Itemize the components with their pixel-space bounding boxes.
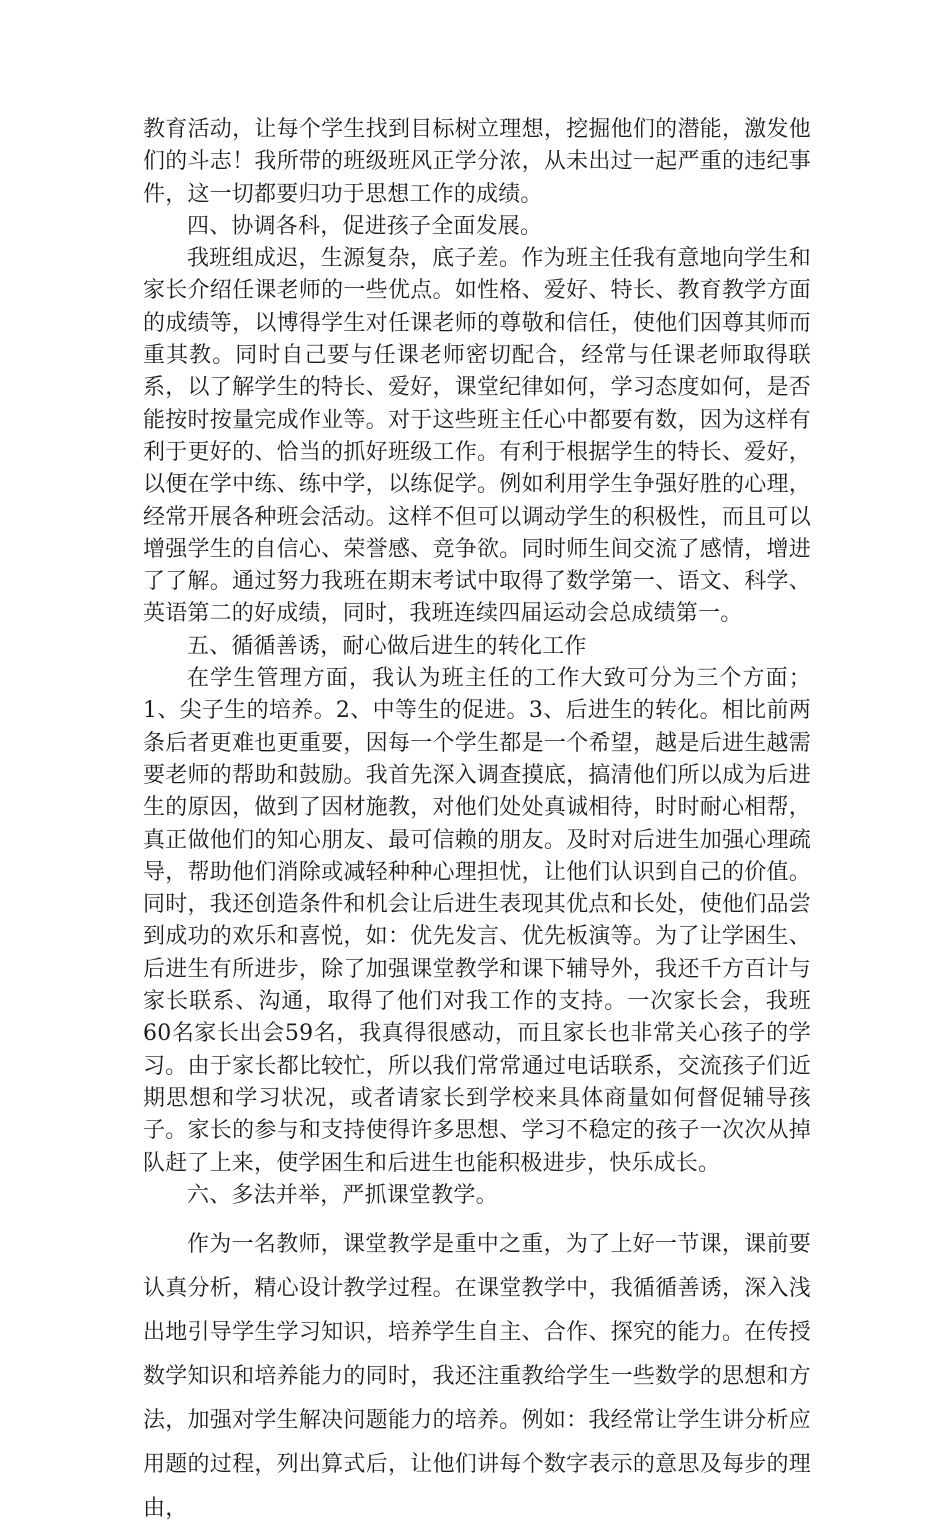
section-heading-5: 五、循循善诱，耐心做后进生的转化工作 [187, 633, 587, 659]
body-text-block [143, 114, 811, 1212]
body-text-block-wide-spacing [143, 1223, 811, 1531]
paragraph: 在学生管理方面，我认为班主任的工作大致可分为三个方面；1、尖子生的培养。2、中等生的促进。3、后进生的转化。相比前两条后者更难也更重要，因每一个学生都是一个希望，越是后进生越需要老师的帮助和鼓励。我首先深入调查摸底，搞清他们所以成为后进生的原因，做到了因材施教，对他们处处真诚相待，时时耐心相帮，真正做他们的知心朋友、最可信赖的朋友。及时对后进生加强心理疏导，帮助他们消除或减轻种种心理担忧，让他们认识到自己的价值。同时，我还创造条件和机会让后进生表现其优点和长处，使他们品尝到成功的欢乐和喜悦，如：优先发言、优先板演等。为了让学困生、后进生有所进步，除了加强课堂教学和课下辅导外，我还千方百计与家长联系、沟通，取得了他们对我工作的支持。一次家长会，我班60名家长出会59名，我真得很感动，而且家长也非常关心孩子的学习。由于家长都比较忙，所以我们常常通过电话联系，交流孩子们近期思想和学习状况，或者请家长到学校来具体商量如何督促辅导孩子。家长的参与和支持使得许多思想、学习不稳定的孩子一次次从掉队赶了上来，使学困生和后进生也能积极进步，快乐成长。 [143, 666, 811, 1176]
section-heading-6: 六、多法并举，严抓课堂教学。 [187, 1182, 498, 1208]
paragraph: 作为一名教师，课堂教学是重中之重，为了上好一节课，课前要认真分析，精心设计教学过程。在课堂教学中，我循循善诱，深入浅出地引导学生学习知识，培养学生自主、合作、探究的能力。在传授数学知识和培养能力的同时，我还注重教给学生一些数学的思想和方法，加强对学生解决问题能力的培养。例如：我经常让学生讲分析应用题的过程，列出算式后，让他们讲每个数字表示的意思及每步的理由， [143, 1232, 811, 1522]
section-heading-4: 四、协调各科，促进孩子全面发展。 [187, 213, 543, 239]
paragraph: 我班组成迟，生源复杂，底子差。作为班主任我有意地向学生和家长介绍任课老师的一些优点。如性格、爱好、特长、教育教学方面的成绩等，以博得学生对任课老师的尊敬和信任，使他们因尊其师而重其教。同时自己要与任课老师密切配合，经常与任课老师取得联系，以了解学生的特长、爱好，课堂纪律如何，学习态度如何，是否能按时按量完成作业等。对于这些班主任心中都要有数，因为这样有利于更好的、恰当的抓好班级工作。有利于根据学生的特长、爱好，以便在学中练、练中学，以练促学。例如利用学生争强好胜的心理，经常开展各种班会活动。这样不但可以调动学生的积极性，而且可以增强学生的自信心、荣誉感、竞争欲。同时师生间交流了感情，增进了了解。通过努力我班在期末考试中取得了数学第一、语文、科学、英语第二的好成绩，同时，我班连续四届运动会总成绩第一。 [143, 246, 811, 627]
paragraph: 教育活动，让每个学生找到目标树立理想，挖掘他们的潜能，激发他们的斗志！我所带的班级班风正学分浓，从未出过一起严重的违纪事件，这一切都要归功于思想工作的成绩。 [143, 117, 811, 207]
document-page [143, 114, 811, 1531]
